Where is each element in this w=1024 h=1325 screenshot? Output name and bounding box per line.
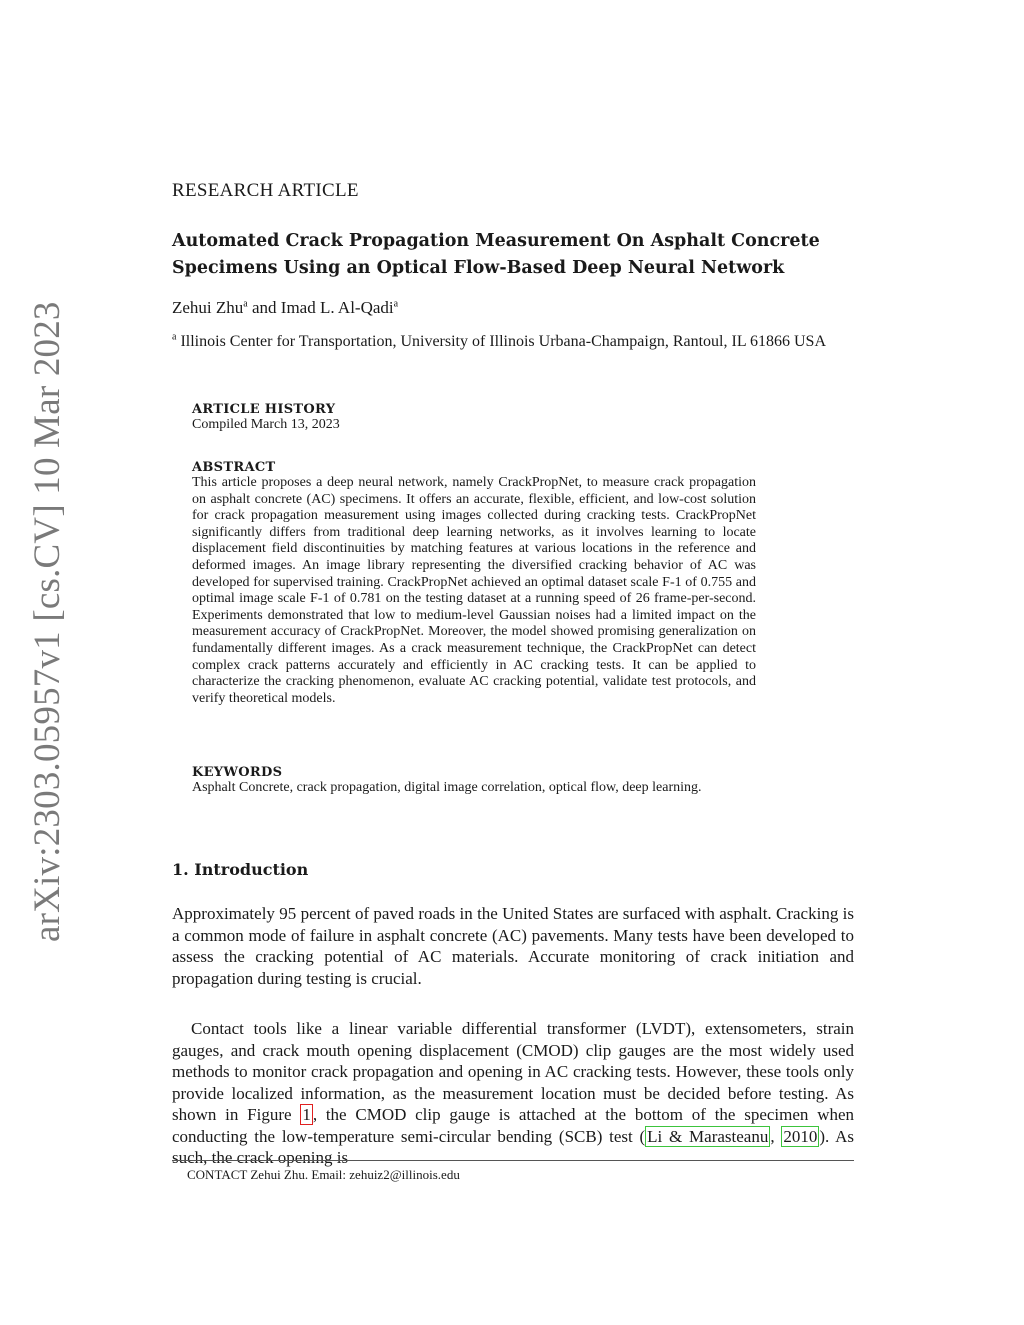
abstract-text: This article proposes a deep neural network, namely CrackPropNet, to measure crack propagation on asphalt concrete (AC) specimens. It offers an accurate, flexible, efficient, and low-cost solution for crack propagation measurement using images collected during cracking tests. CrackPropNet significantly differs from traditional deep learning networks, as it involves learning to locate displacement field discontinuities by matching features at various locations in the reference and deformed images. An image library representing the diversified cracking behavior of AC was developed for supervised training. CrackPropNet achieved an optimal dataset scale F-1 of 0.755 and optimal image scale F-1 of 0.781 on the testing dataset at a running speed of 26 frame-per-second. Experiments demonstrated that low to medium-level Gaussian noises had a limited impact on the measurement accuracy of CrackPropNet. Moreover, the model showed promising generalization on fundamentally different images. As a crack measurement technique, the CrackPropNet can detect complex crack patterns accurately and efficiently in AC cracking tests. It can be applied to characterize the cracking phenomenon, evaluate AC cracking potential, validate test protocols, and verify theoretical models.	[192, 475, 756, 706]
article-type-label: RESEARCH ARTICLE	[172, 180, 359, 201]
citation-year-link[interactable]: 2010	[783, 1126, 818, 1146]
keywords-heading: KEYWORDS	[192, 765, 283, 780]
author-connector: and	[247, 298, 281, 317]
article-history-heading: ARTICLE HISTORY	[192, 402, 336, 417]
paragraph-text: Contact tools like a linear variable differential transformer (LVDT), extensometers, strain gauges, and crack mouth opening displacement (CMOD) clip gauges are the most widely used methods to monitor crack propagation and opening in AC cracking tests. However, these tools only provide localized information, as the measurement location must be decided before testing. As shown in Figure	[172, 1019, 854, 1124]
figure-reference-link[interactable]: 1	[302, 1105, 311, 1124]
intro-paragraph-1: Approximately 95 percent of paved roads in the United States are surfaced with asphalt. Cracking is a common mode of failure in asphalt concrete (AC) pavements. Many tests have been developed to assess the cracking potential of AC materials. Accurate monitoring of crack initiation and propagation during testing is crucial.	[172, 904, 854, 988]
abstract-heading: ABSTRACT	[192, 460, 276, 475]
paper-title: Automated Crack Propagation Measurement On Asphalt Concrete Specimens Using an Optical Flow-Based Deep Neural Network	[172, 231, 820, 278]
paragraph-text: ). As such, the crack opening is	[172, 1126, 854, 1167]
section-heading-introduction: 1. Introduction	[172, 860, 309, 879]
author-name: Zehui Zhu	[172, 298, 244, 317]
arxiv-identifier-stamp: arXiv:2303.05957v1 [cs.CV] 10 Mar 2023	[27, 301, 68, 942]
author-line	[172, 298, 398, 318]
intro-paragraph-2	[172, 1018, 854, 1169]
article-history-text: Compiled March 13, 2023	[192, 417, 340, 432]
footnote-divider	[172, 1160, 854, 1161]
citation-separator: ,	[770, 1126, 782, 1146]
affiliation-marker: a	[172, 331, 177, 343]
citation-authors-link[interactable]: Li & Marasteanu	[647, 1126, 769, 1146]
affiliation-text: Illinois Center for Transportation, University of Illinois Urbana-Champaign, Rantoul, IL 61866 USA	[176, 333, 827, 350]
paragraph-text: , the CMOD clip gauge is attached at the bottom of the specimen when conducting the low-temperature semi-circular bending (SCB) test (	[172, 1105, 855, 1146]
affiliation-marker: a	[243, 298, 248, 310]
keywords-block	[192, 765, 756, 797]
affiliation-marker: a	[393, 298, 399, 310]
keywords-text: Asphalt Concrete, crack propagation, digital image correlation, optical flow, deep learning.	[192, 780, 702, 795]
author-name: Imad L. Al-Qadi	[280, 298, 394, 317]
abstract-block	[192, 460, 756, 707]
affiliation	[172, 332, 854, 352]
contact-footnote: CONTACT Zehui Zhu. Email: zehuiz2@illinois.edu	[187, 1167, 460, 1182]
article-history-block	[192, 402, 756, 434]
